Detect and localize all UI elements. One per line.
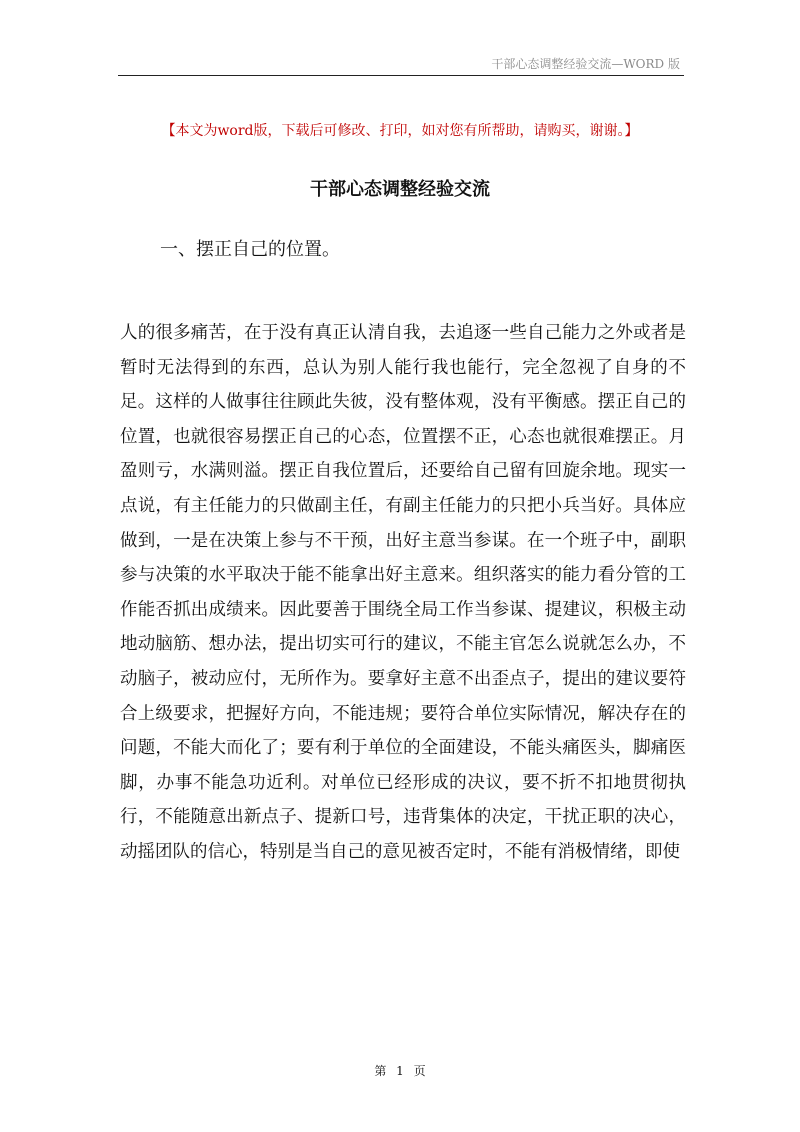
- page-number: 1: [396, 1064, 404, 1078]
- document-title: 干部心态调整经验交流: [310, 179, 490, 200]
- running-header: 干部心态调整经验交流—WORD 版: [491, 57, 680, 71]
- page-footer: [0, 1062, 800, 1079]
- download-notice: 【本文为word版，下载后可修改、打印，如对您有所帮助，请购买，谢谢。】: [161, 123, 639, 139]
- footer-suffix: 页: [413, 1064, 426, 1078]
- body-paragraph: 人的很多痛苦，在于没有真正认清自我，去追逐一些自己能力之外或者是暂时无法得到的东西，总认为别人能行我也能行，完全忽视了自身的不足。这样的人做事往往顾此失彼，没有整体观，没有平衡感。摆正自己的位置，也就很容易摆正自己的心态，位置摆不正，心态也就很难摆正。月盈则亏，水满则溢。摆正自我位置后，还要给自己留有回旋余地。现实一点说，有主任能力的只做副主任，有副主任能力的只把小兵当好。具体应做到，一是在决策上参与不干预，出好主意当参谋。在一个班子中，副职参与决策的水平取决于能不能拿出好主意来。组织落实的能力看分管的工作能否抓出成绩来。因此要善于围绕全局工作当参谋、提建议，积极主动地动脑筋、想办法，提出切实可行的建议，不能主官怎么说就怎么办，不动脑子，被动应付，无所作为。要拿好主意不出歪点子，提出的建议要符合上级要求，把握好方向，不能违规；要符合单位实际情况，解决存在的问题，不能大而化了；要有利于单位的全面建设，不能头痛医头，脚痛医脚，办事不能急功近利。对单位已经形成的决议，要不折不扣地贯彻执行，不能随意出新点子、提新口号，违背集体的决定，干扰正职的决心，动摇团队的信心，特别是当自己的意见被否定时，不能有消极情绪，即使: [120, 323, 686, 862]
- section-heading: 一、摆正自己的位置。: [160, 239, 340, 260]
- header-divider: [118, 75, 684, 76]
- footer-prefix: 第: [374, 1064, 387, 1078]
